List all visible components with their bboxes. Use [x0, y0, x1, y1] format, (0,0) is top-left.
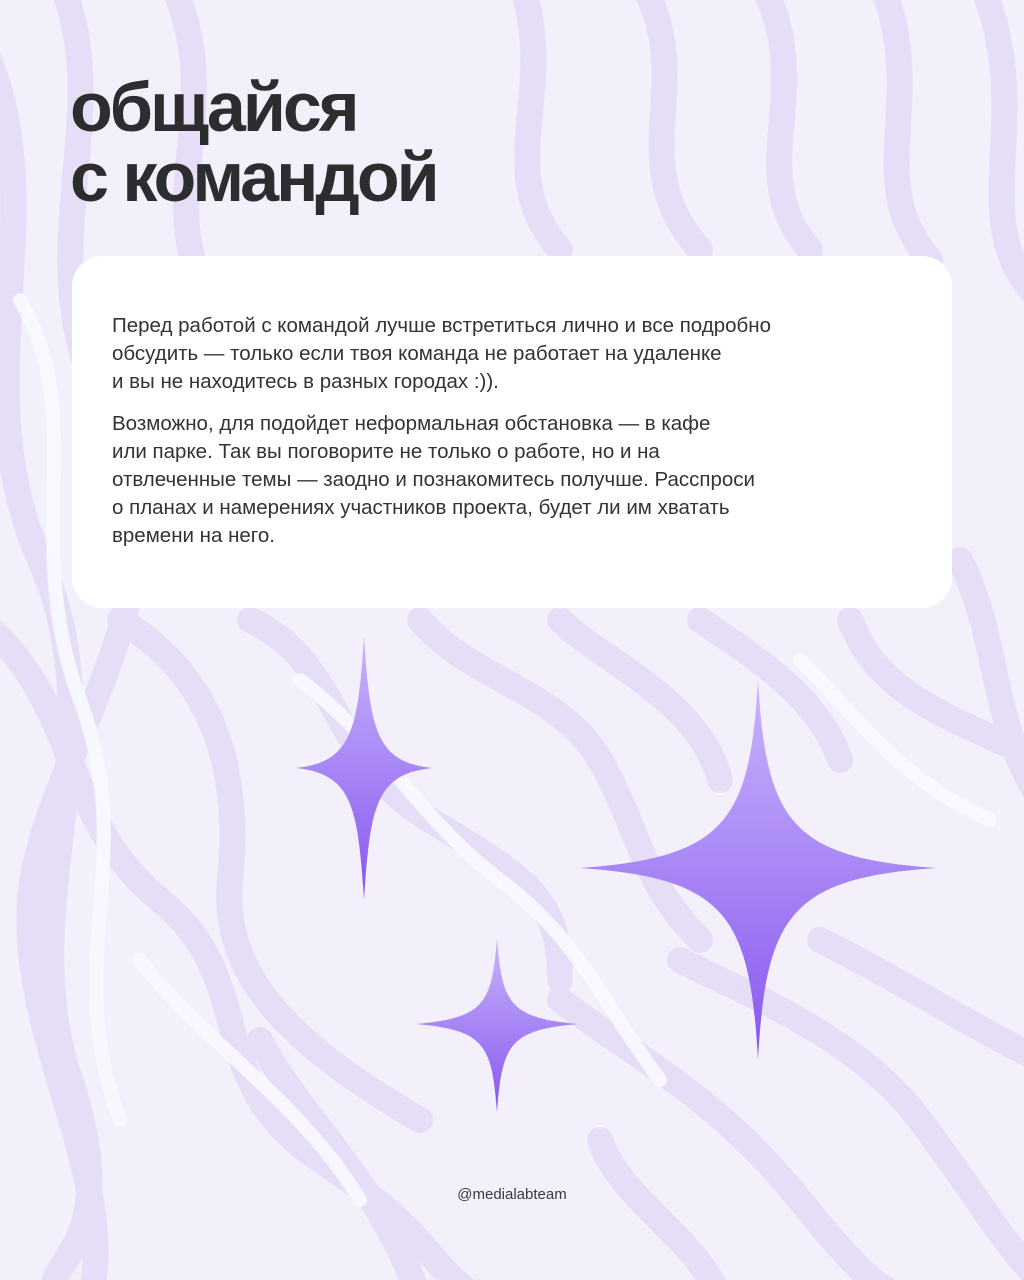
card-paragraph-1: Перед работой с командой лучше встретиться лично и все подробно обсудить — только если твоя команда не работает на удаленке и вы не находитесь в разных городах :)). [112, 314, 771, 393]
text-card [72, 256, 952, 608]
page-title [70, 68, 437, 216]
footer-handle: @medialabteam [457, 1186, 567, 1203]
card-paragraph-2: Возможно, для подойдет неформальная обстановка — в кафе или парке. Так вы поговорите не только о работе, но и на отвлеченные темы — заодно и познакомитесь получше. Расспроси о планах и намерениях участников проекта, будет ли им хватать времени на него. [112, 412, 755, 547]
title-line-2: с командой [70, 138, 437, 216]
title-line-1: общайся [70, 68, 357, 146]
